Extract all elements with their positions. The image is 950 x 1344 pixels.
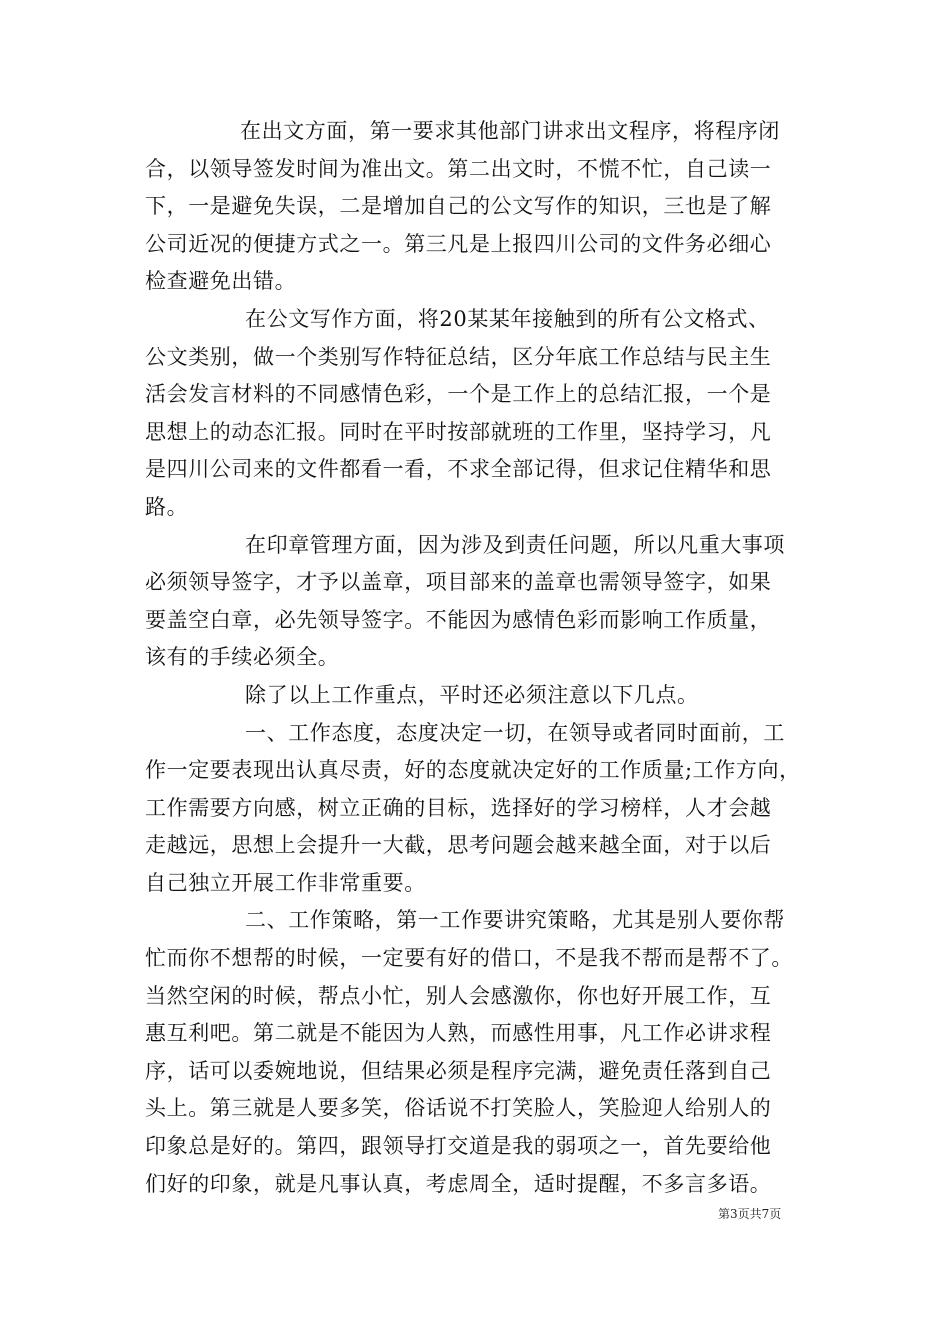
- paragraph-line: 在公文写作方面，将20某某年接触到的所有公文格式、: [245, 306, 770, 331]
- paragraph-line: 工作需要方向感，树立正确的目标，选择好的学习榜样，人才会越: [145, 795, 772, 820]
- paragraph-line: 印象总是好的。第四，跟领导打交道是我的弱项之一，首先要给他: [145, 1134, 772, 1159]
- paragraph-line: 合，以领导签发时间为准出文。第二出文时，不慌不忙，自己读一: [145, 156, 772, 181]
- paragraph-line: 当然空闲的时候，帮点小忙，别人会感激你，你也好开展工作，互: [145, 983, 772, 1008]
- paragraph-line: 要盖空白章，必先领导签字。不能因为感情色彩而影响工作质量，: [145, 607, 772, 632]
- paragraph-line: 惠互利吧。第二就是不能因为人熟，而感性用事，凡工作必讲求程: [145, 1021, 772, 1046]
- paragraph-line: 们好的印象，就是凡事认真，考虑周全，适时提醒，不多言多语。: [145, 1171, 772, 1196]
- paragraph-line: 一、工作态度，态度决定一切，在领导或者同时面前，工: [245, 720, 785, 745]
- paragraph-line: 公司近况的便捷方式之一。第三凡是上报四川公司的文件务必细心: [145, 231, 772, 256]
- paragraph-line: 除了以上工作重点，平时还必须注意以下几点。: [245, 682, 699, 707]
- paragraph-line: 序，话可以委婉地说，但结果必须是程序完满，避免责任落到自己: [145, 1058, 772, 1083]
- paragraph-line: 忙而你不想帮的时候，一定要有好的借口，不是我不帮而是帮不了。: [145, 946, 793, 971]
- body-text: [145, 113, 825, 1203]
- paragraph-line: 该有的手续必须全。: [145, 645, 340, 670]
- paragraph-line: 公文类别，做一个类别写作特征总结，区分年底工作总结与民主生: [145, 344, 772, 369]
- paragraph-line: 路。: [145, 494, 189, 519]
- paragraph-line: 二、工作策略，第一工作要讲究策略，尤其是别人要你帮: [245, 908, 785, 933]
- page-number: 第3页共7页: [718, 1207, 782, 1221]
- paragraph-line: 在出文方面，第一要求其他部门讲求出文程序，将程序闭: [240, 119, 780, 143]
- paragraph-line: 头上。第三就是人要多笑，俗话说不打笑脸人，笑脸迎人给别人的: [145, 1096, 772, 1121]
- paragraph-line: 自己独立开展工作非常重要。: [145, 870, 426, 895]
- paragraph-line: 作一定要表现出认真尽责，好的态度就决定好的工作质量;工作方向，: [145, 758, 801, 783]
- paragraph-line: 是四川公司来的文件都看一看，不求全部记得，但求记住精华和思: [145, 457, 772, 482]
- paragraph-line: 活会发言材料的不同感情色彩，一个是工作上的总结汇报，一个是: [145, 382, 772, 407]
- paragraph-line: 走越远，思想上会提升一大截，思考问题会越来越全面，对于以后: [145, 833, 772, 858]
- paragraph-line: 在印章管理方面，因为涉及到责任问题，所以凡重大事项: [245, 532, 785, 557]
- paragraph-line: 必须领导签字，才予以盖章，项目部来的盖章也需领导签字，如果: [145, 570, 772, 595]
- paragraph-line: 下，一是避免失误，二是增加自己的公文写作的知识，三也是了解: [145, 194, 772, 219]
- paragraph-line: 思想上的动态汇报。同时在平时按部就班的工作里，坚持学习，凡: [145, 419, 772, 444]
- paragraph-line: 检查避免出错。: [145, 269, 297, 294]
